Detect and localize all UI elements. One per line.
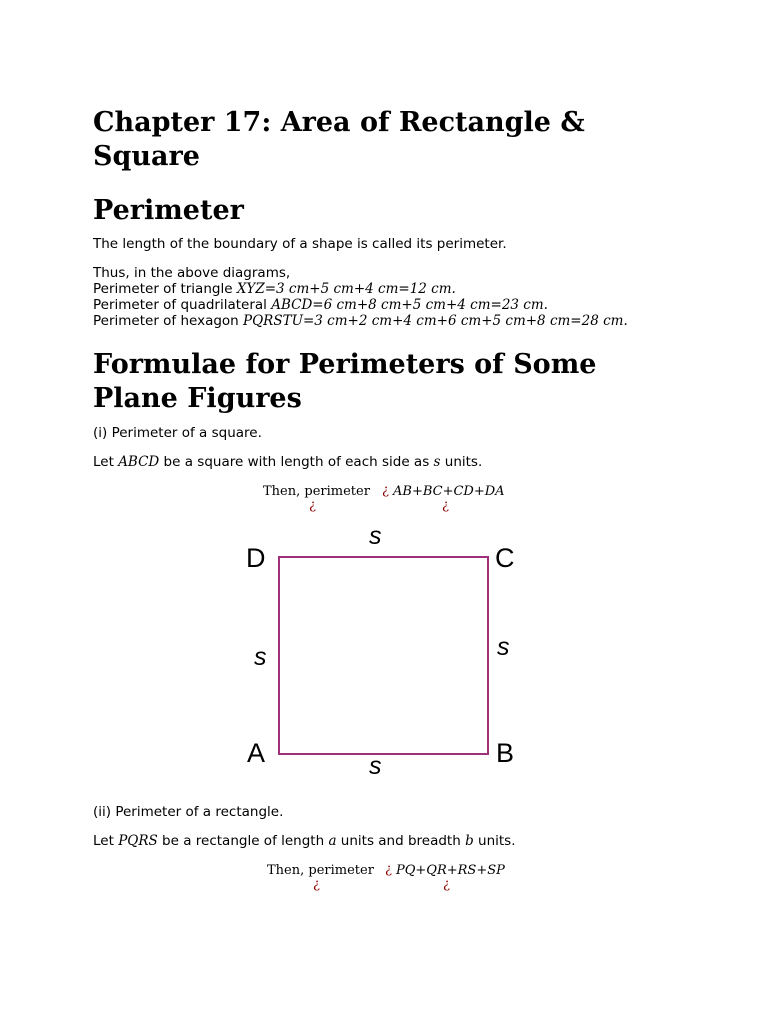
vertex-label-c: C (495, 543, 515, 573)
rect-let-line (93, 833, 516, 849)
rect-let-a: a (328, 833, 337, 849)
quad-prefix: Perimeter of quadrilateral (93, 297, 272, 313)
side-label-right: s (497, 633, 510, 661)
square-item: (i) Perimeter of a square. (93, 425, 262, 441)
chapter-title-line2: Square (93, 141, 200, 172)
rect-let-prefix: Let (93, 833, 119, 849)
square-qmark-2: ¿ (309, 498, 316, 513)
square-then-perimeter: Then, perimeter (263, 484, 370, 499)
triangle-perimeter-line (93, 281, 456, 297)
square-qmark-1: ¿ (382, 483, 389, 498)
vertex-label-a: A (247, 738, 266, 768)
formulae-heading-line2: Plane Figures (93, 383, 302, 414)
hex-math: PQRSTU=3 cm+2 cm+4 cm+6 cm+5 cm+8 cm=28 cm. (243, 313, 628, 329)
formulae-heading-line1: Formulae for Perimeters of Some (93, 349, 597, 380)
side-label-top: s (369, 522, 382, 550)
perimeter-definition: The length of the boundary of a shape is called its perimeter. (93, 236, 507, 252)
rect-let-mid2: units and breadth (336, 833, 466, 849)
square-let-s: s (433, 454, 441, 470)
square-outline (279, 557, 488, 754)
rect-let-mid1: be a rectangle of length (157, 833, 329, 849)
square-let-var: ABCD (118, 454, 160, 470)
side-label-bottom: s (369, 752, 382, 780)
rect-qmark-1: ¿ (385, 862, 392, 877)
rect-item: (ii) Perimeter of a rectangle. (93, 804, 284, 820)
square-let-prefix: Let (93, 454, 119, 470)
quad-math: ABCD=6 cm+8 cm+5 cm+4 cm=23 cm. (271, 297, 548, 313)
hex-perimeter-line (93, 313, 628, 329)
square-qmark-3: ¿ (442, 498, 449, 513)
triangle-math: XYZ=3 cm+5 cm+4 cm=12 cm. (236, 281, 456, 297)
hex-prefix: Perimeter of hexagon (93, 313, 244, 329)
quad-perimeter-line (93, 297, 548, 313)
thus-line: Thus, in the above diagrams, (93, 265, 291, 281)
rect-let-b: b (465, 833, 474, 849)
rect-formula: PQ+QR+RS+SP (396, 863, 505, 878)
rect-qmark-2: ¿ (313, 877, 320, 892)
square-formula: AB+BC+CD+DA (393, 484, 505, 499)
vertex-label-b: B (496, 738, 515, 768)
vertex-label-d: D (246, 543, 266, 573)
square-let-suffix: units. (440, 454, 483, 470)
rect-let-suffix: units. (473, 833, 516, 849)
perimeter-heading: Perimeter (93, 195, 244, 226)
triangle-prefix: Perimeter of triangle (93, 281, 237, 297)
square-figure (240, 520, 530, 785)
square-let-mid: be a square with length of each side as (159, 454, 434, 470)
rect-let-var: PQRS (118, 833, 158, 849)
chapter-title-line1: Chapter 17: Area of Rectangle & (93, 107, 585, 138)
rect-then-perimeter: Then, perimeter (267, 863, 374, 878)
square-let-line (93, 454, 482, 470)
rect-qmark-3: ¿ (443, 877, 450, 892)
side-label-left: s (254, 643, 267, 671)
